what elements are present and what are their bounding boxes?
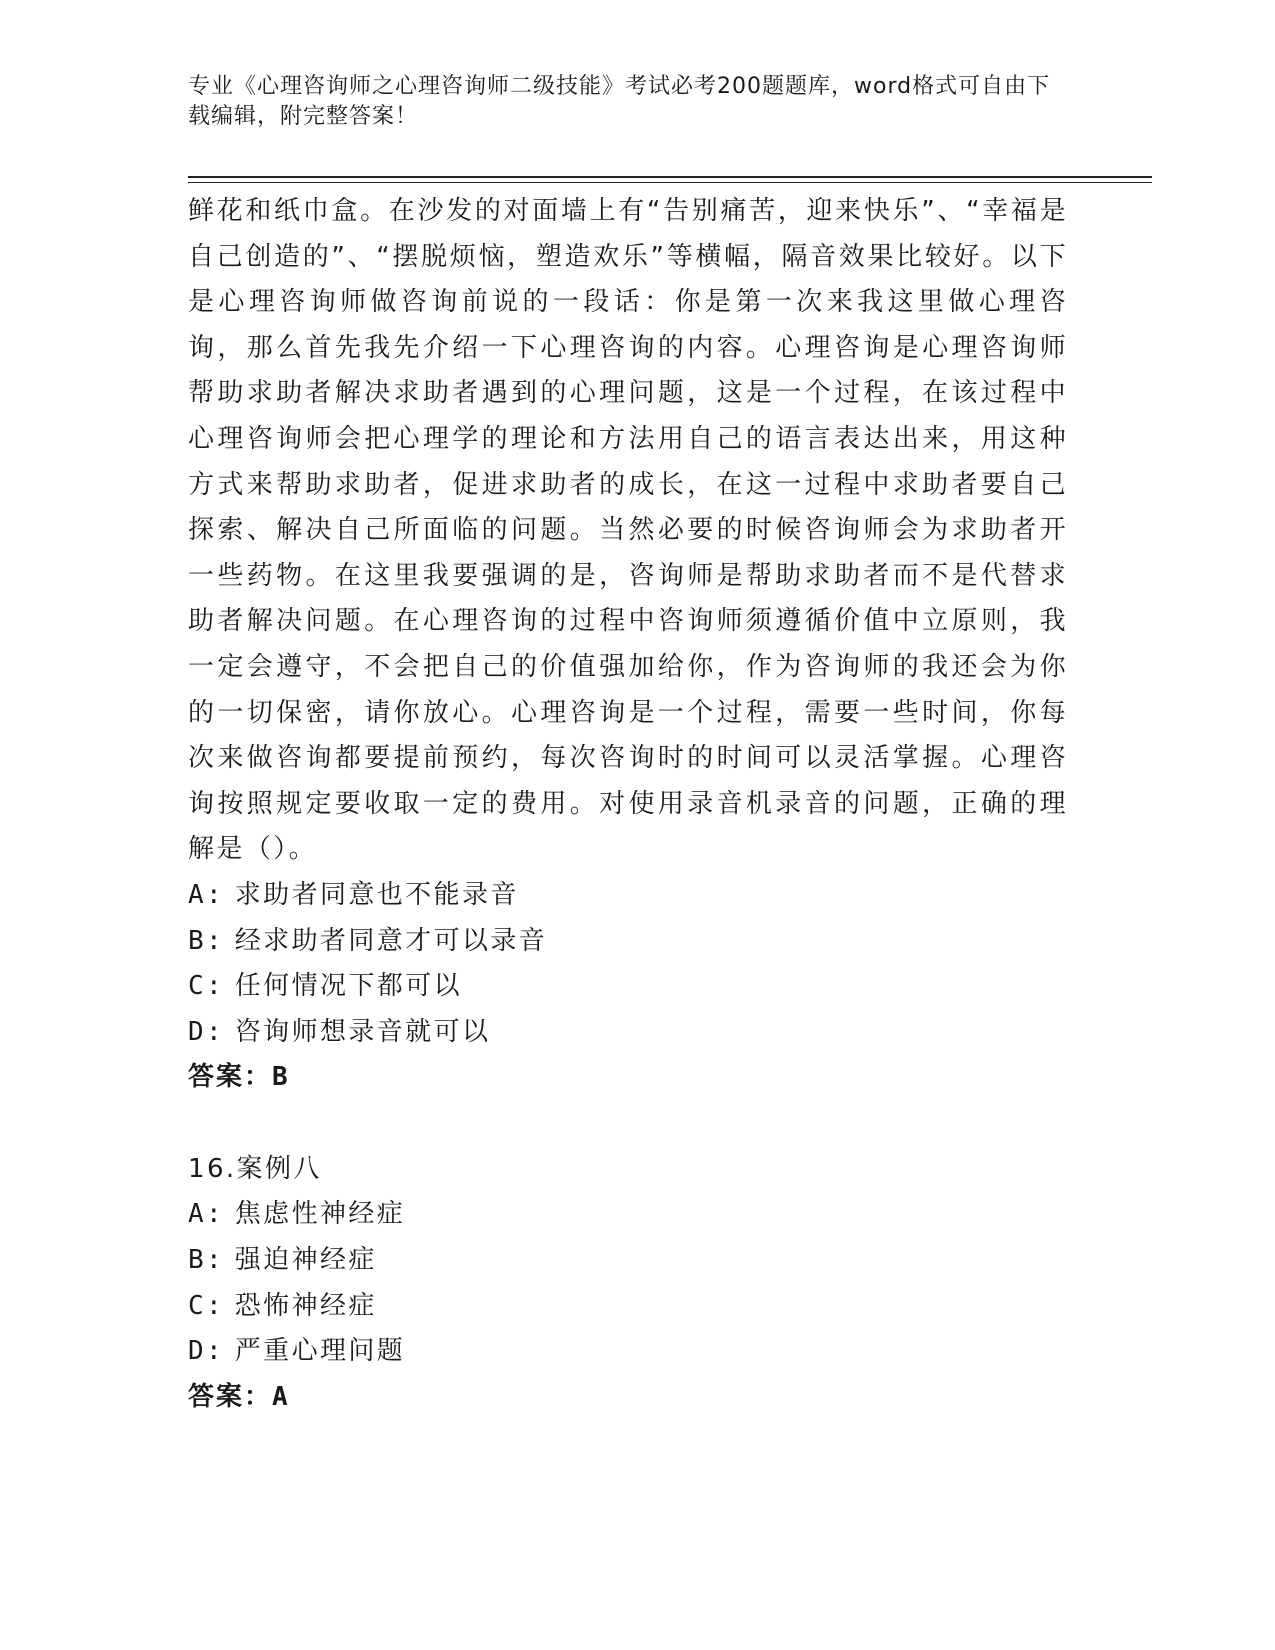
answer-label: 答案：	[188, 1381, 273, 1412]
option-text: 咨询师想录音就可以	[234, 1016, 491, 1047]
answer-label: 答案：	[188, 1062, 273, 1093]
option-a	[188, 873, 1068, 919]
option-label: D:	[188, 1336, 225, 1367]
answer-value: B	[272, 1062, 290, 1093]
answer-value: A	[272, 1381, 290, 1412]
option-label: C:	[188, 1290, 225, 1321]
document-body	[188, 189, 1068, 1420]
answer-line	[188, 1375, 1068, 1421]
question-16	[188, 1147, 1068, 1421]
answer-line	[188, 1055, 1068, 1101]
option-text: 恐怖神经症	[234, 1290, 377, 1321]
option-d	[188, 1329, 1068, 1375]
question-stem: 鲜花和纸巾盒。在沙发的对面墙上有“告别痛苦，迎来快乐”、“幸福是自己创造的”、“摆脱烦恼，塑造欢乐”等横幅，隔音效果比较好。以下是心理咨询师做咨询前说的一段话：你是第一次来我这里做心理咨询，那么首先我先介绍一下心理咨询的内容。心理咨询是心理咨询师帮助求助者解决求助者遇到的心理问题，这是一个过程，在该过程中心理咨询师会把心理学的理论和方法用自己的语言表达出来，用这种方式来帮助求助者，促进求助者的成长，在这一过程中求助者要自己探索、解决自己所面临的问题。当然必要的时候咨询师会为求助者开一些药物。在这里我要强调的是，咨询师是帮助求助者而不是代替求助者解决问题。在心理咨询的过程中咨询师须遵循价值中立原则，我一定会遵守，不会把自己的价值强加给你，作为咨询师的我还会为你的一切保密，请你放心。心理咨询是一个过程，需要一些时间，你每次来做咨询都要提前预约，每次咨询时的时间可以灵活掌握。心理咨询按照规定要收取一定的费用。对使用录音机录音的问题，正确的理解是（）。	[188, 196, 1068, 865]
option-text: 求助者同意也不能录音	[234, 879, 519, 910]
header-divider-thick	[188, 176, 1152, 178]
option-text: 严重心理问题	[234, 1336, 406, 1367]
header-divider-thin	[188, 182, 1152, 183]
question-title: 16.案例八	[188, 1153, 322, 1184]
option-text: 焦虑性神经症	[234, 1199, 406, 1230]
option-b	[188, 1238, 1068, 1284]
option-label: B:	[188, 1245, 225, 1276]
option-label: A:	[188, 879, 225, 910]
option-text: 任何情况下都可以	[234, 971, 462, 1002]
document-header: 专业《心理咨询师之心理咨询师二级技能》考试必考200题题库，word格式可自由下载编辑，附完整答案！	[188, 74, 1051, 129]
option-label: D:	[188, 1016, 225, 1047]
option-label: B:	[188, 925, 225, 956]
option-label: A:	[188, 1199, 225, 1230]
option-c	[188, 1284, 1068, 1330]
option-b	[188, 919, 1068, 965]
option-a	[188, 1192, 1068, 1238]
option-c	[188, 964, 1068, 1010]
option-text: 强迫神经症	[234, 1245, 377, 1276]
option-d	[188, 1010, 1068, 1056]
option-label: C:	[188, 971, 225, 1002]
option-text: 经求助者同意才可以录音	[234, 925, 548, 956]
question-15	[188, 189, 1068, 1101]
